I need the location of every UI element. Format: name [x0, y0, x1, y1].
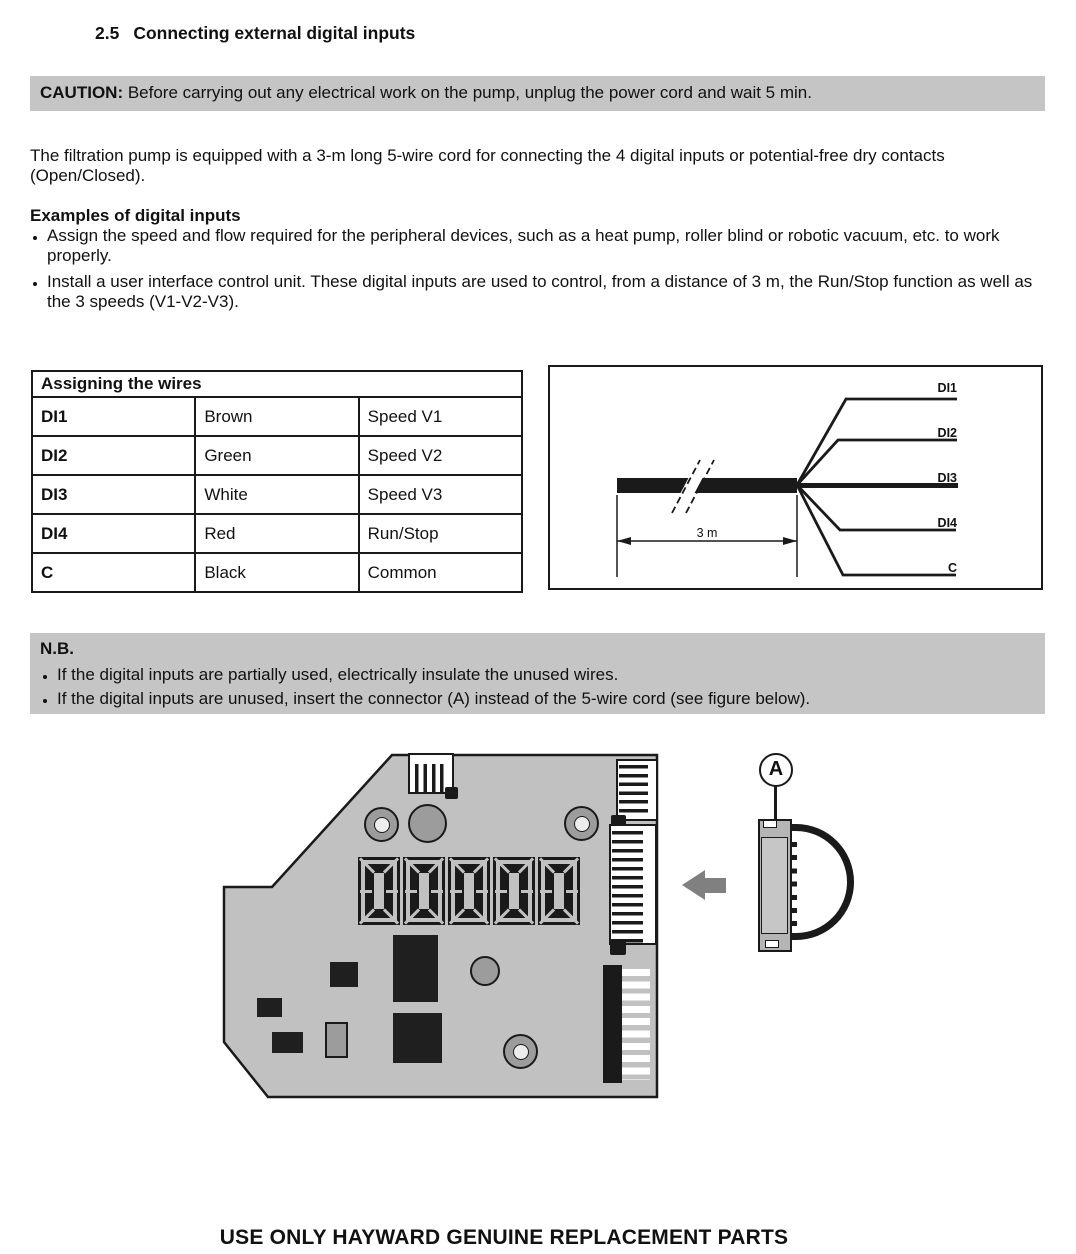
- jumper-loop: [792, 824, 854, 940]
- footer-text: USE ONLY HAYWARD GENUINE REPLACEMENT PARTS: [219, 1226, 789, 1249]
- cell-function: Run/Stop: [359, 514, 522, 553]
- edge-connector-bottom: [603, 965, 622, 1083]
- section-title: Connecting external digital inputs: [133, 23, 416, 43]
- mounting-hole: [564, 806, 599, 841]
- component-chip: [257, 998, 282, 1017]
- cell-input: DI1: [32, 397, 195, 436]
- caution-box: [30, 76, 1045, 111]
- display-digit: [358, 857, 400, 925]
- left-arrow-icon: [705, 878, 726, 893]
- solder-pad: [445, 787, 458, 799]
- edge-connector-top: [616, 759, 658, 821]
- cable: [617, 478, 797, 493]
- connector-pins-icon: [619, 765, 648, 818]
- cell-input: DI4: [32, 514, 195, 553]
- display-digit: [403, 857, 445, 925]
- dim-arrow-left: [617, 537, 631, 545]
- component-chip: [330, 962, 358, 987]
- jumper-connector-face: [761, 837, 788, 934]
- examples-heading: Examples of digital inputs: [30, 206, 241, 225]
- dimension-label: 3 m: [682, 526, 732, 540]
- wire-label-di3: DI3: [937, 471, 957, 485]
- wire-label-di1: DI1: [937, 381, 957, 395]
- connector-notch: [765, 940, 779, 948]
- example-bullet: • Assign the speed and flow required for the peripheral devices, such as a heat pump, roller blind or robotic vacuum, etc. to work properly.: [47, 226, 1046, 265]
- mounting-hole: [503, 1034, 538, 1069]
- cell-color: Black: [195, 553, 358, 592]
- section-number: 2.5: [95, 23, 120, 43]
- cell-input: C: [32, 553, 195, 592]
- examples-list: [30, 226, 1046, 318]
- table-row: [32, 475, 522, 514]
- cell-color: Brown: [195, 397, 358, 436]
- display-digit: [538, 857, 580, 925]
- wire-label-di4: DI4: [937, 516, 957, 530]
- nb-box: [30, 633, 1045, 714]
- wire-label-c: C: [947, 561, 957, 575]
- example-bullet: • Install a user interface control unit. These digital inputs are used to control, from a distance of 3 m, the Run/Stop function as well as the 3 speeds (V1-V2-V3).: [47, 272, 1046, 311]
- intro-paragraph: The filtration pump is equipped with a 3-m long 5-wire cord for connecting the 4 digital inputs or potential-free dry contacts (Open/Closed).: [30, 146, 945, 185]
- wires-table-title: Assigning the wires: [32, 371, 522, 397]
- cell-function: Common: [359, 553, 522, 592]
- relay-component: [325, 1022, 348, 1058]
- component-chip: [393, 1013, 442, 1063]
- table-row: [32, 553, 522, 592]
- wire-diagram: [548, 365, 1043, 590]
- wire-diagram-graphic: [550, 367, 1041, 588]
- cell-color: White: [195, 475, 358, 514]
- dim-arrow-right: [783, 537, 797, 545]
- solder-pad: [610, 939, 626, 955]
- wire-label-di2: DI2: [937, 426, 957, 440]
- connector-notch: [763, 820, 777, 828]
- wires-table: [31, 370, 523, 593]
- left-arrow-icon: [682, 870, 705, 900]
- edge-connector-middle: [609, 824, 657, 945]
- cell-input: DI3: [32, 475, 195, 514]
- table-row: [32, 436, 522, 475]
- table-row: [32, 514, 522, 553]
- callout-a-line: [774, 786, 777, 819]
- connector-pins-icon: [622, 969, 650, 1080]
- connector-pins-icon: [612, 831, 643, 943]
- nb-title: N.B.: [40, 639, 74, 658]
- connector-pins-icon: [415, 764, 445, 792]
- cell-color: Red: [195, 514, 358, 553]
- nb-list: [40, 663, 1035, 711]
- nb-bullet: • If the digital inputs are partially used, electrically insulate the unused wires.: [57, 663, 1035, 687]
- display-digit: [493, 857, 535, 925]
- table-row: [32, 397, 522, 436]
- cell-function: Speed V1: [359, 397, 522, 436]
- buzzer-component: [470, 956, 500, 986]
- caution-text: Before carrying out any electrical work on the pump, unplug the power cord and wait 5 min.: [123, 83, 812, 102]
- mounting-hole: [364, 807, 399, 842]
- page-title: [95, 23, 415, 44]
- nb-bullet: • If the digital inputs are unused, insert the connector (A) instead of the 5-wire cord (see figure below).: [57, 687, 1035, 711]
- component-chip: [393, 935, 438, 1002]
- callout-a-label: A: [759, 753, 793, 787]
- capacitor: [408, 804, 447, 843]
- display-digit: [448, 857, 490, 925]
- cell-color: Green: [195, 436, 358, 475]
- caution-label: CAUTION:: [40, 83, 124, 102]
- cell-input: DI2: [32, 436, 195, 475]
- connector-pins-icon: [791, 842, 797, 946]
- component-chip: [272, 1032, 303, 1053]
- cell-function: Speed V3: [359, 475, 522, 514]
- cell-function: Speed V2: [359, 436, 522, 475]
